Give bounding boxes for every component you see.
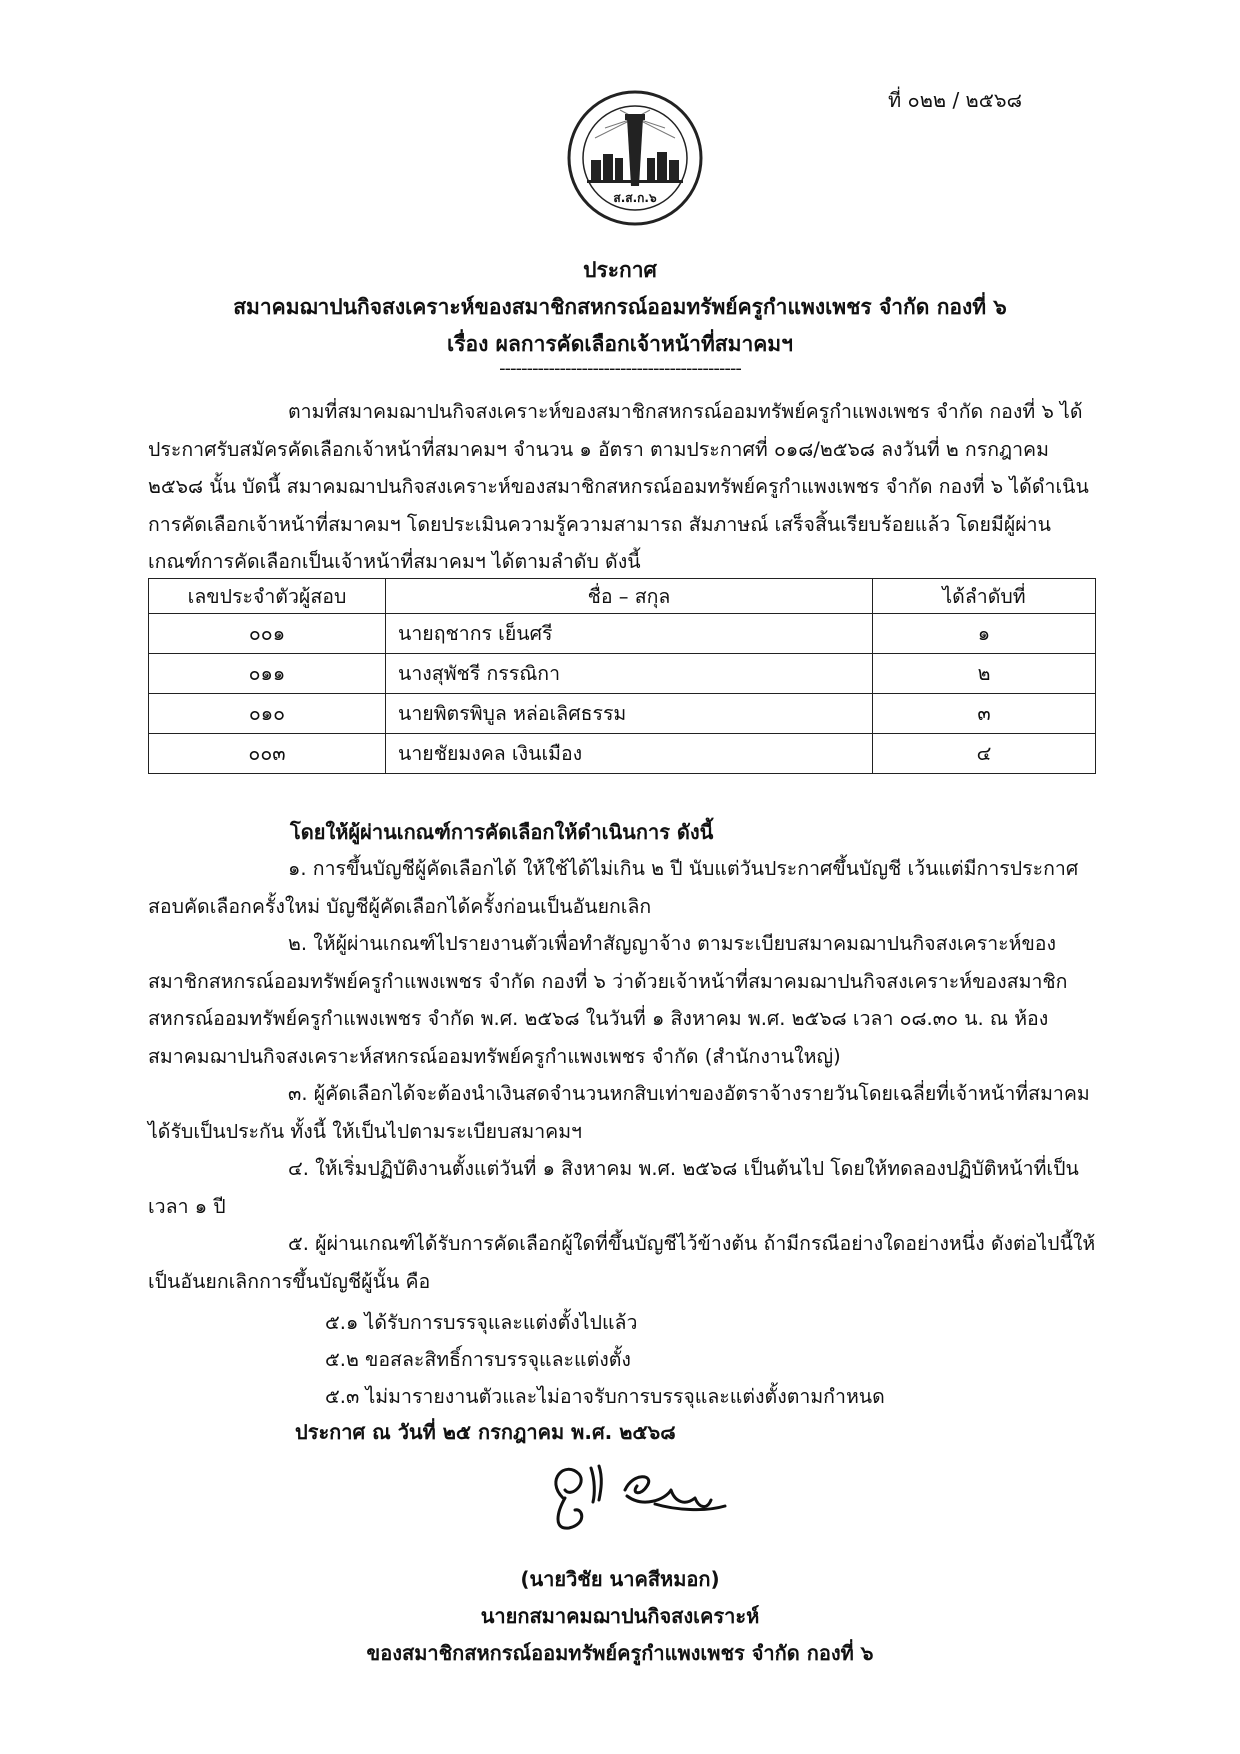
table-row bbox=[149, 734, 1096, 774]
table-row bbox=[149, 614, 1096, 654]
association-name: สมาคมฌาปนกิจสงเคราะห์ของสมาชิกสหกรณ์ออมทรัพย์ครูกำแพงเพชร จำกัด กองที่ ๖ bbox=[233, 295, 1007, 319]
cell-id: ๐๐๓ bbox=[149, 734, 386, 774]
instruction-item-4: ๔. ให้เริ่มปฏิบัติงานตั้งแต่วันที่ ๑ สิงหาคม พ.ศ. ๒๕๖๘ เป็นต้นไป โดยให้ทดลองปฏิบัติหน้าที่เป็นเวลา ๑ ปี bbox=[148, 1157, 1079, 1218]
cell-rank: ๓ bbox=[873, 694, 1096, 734]
logo-abbreviation: ส.ส.ก.๖ bbox=[613, 191, 657, 205]
instruction-item-1: ๑. การขึ้นบัญชีผู้คัดเลือกได้ ให้ใช้ได้ไม่เกิน ๒ ปี นับแต่วันประกาศขึ้นบัญชี เว้นแต่มีการประกาศสอบคัดเลือกครั้งใหม่ บัญชีผู้คัดเลือกได้ครั้งก่อนเป็นอันยกเลิก bbox=[148, 857, 1079, 918]
cell-id: ๐๑๐ bbox=[149, 694, 386, 734]
instructions-heading: โดยให้ผู้ผ่านเกณฑ์การคัดเลือกให้ดำเนินการ ดังนี้ bbox=[290, 820, 714, 844]
instruction-item-2: ๒. ให้ผู้ผ่านเกณฑ์ไปรายงานตัวเพื่อทำสัญญาจ้าง ตามระเบียบสมาคมฌาปนกิจสงเคราะห์ของสมาชิกสหกรณ์ออมทรัพย์ครูกำแพงเพชร จำกัด กองที่ ๖ ว่าด้วยเจ้าหน้าที่สมาคมฌาปนกิจสงเคราะห์ของสมาชิกสหกรณ์ออมทรัพย์ครูกำแพงเพชร จำกัด พ.ศ. ๒๕๖๘ ในวันที่ ๑ สิงหาคม พ.ศ. ๒๕๖๘ เวลา ๐๘.๓๐ น. ณ ห้องสมาคมฌาปนกิจสงเคราะห์สหกรณ์ออมทรัพย์ครูกำแพงเพชร จำกัด (สำนักงานใหญ่) bbox=[148, 932, 1068, 1068]
logo-emblem bbox=[565, 88, 705, 228]
signatory-name: (นายวิชัย นาคสีหมอก) bbox=[520, 1567, 720, 1591]
cell-name: นายชัยมงคล เงินเมือง bbox=[386, 734, 873, 774]
cell-rank: ๑ bbox=[873, 614, 1096, 654]
cell-name: นายพิตรพิบูล หล่อเลิศธรรม bbox=[386, 694, 873, 734]
signatory-position-1: นายกสมาคมฌาปนกิจสงเคราะห์ bbox=[480, 1604, 760, 1628]
cell-id: ๐๑๑ bbox=[149, 654, 386, 694]
table-row bbox=[149, 654, 1096, 694]
announcement-title: ประกาศ bbox=[583, 258, 657, 282]
instruction-item-3: ๓. ผู้คัดเลือกได้จะต้องนำเงินสดจำนวนหกสิบเท่าของอัตราจ้างรายวันโดยเฉลี่ยที่เจ้าหน้าที่สมาคมได้รับเป็นประกัน ทั้งนี้ ให้เป็นไปตามระเบียบสมาคมฯ bbox=[148, 1082, 1090, 1143]
intro-paragraph: ตามที่สมาคมฌาปนกิจสงเคราะห์ของสมาชิกสหกรณ์ออมทรัพย์ครูกำแพงเพชร จำกัด กองที่ ๖ ได้ประกาศรับสมัครคัดเลือกเจ้าหน้าที่สมาคมฯ จำนวน ๑ อัตรา ตามประกาศที่ ๐๑๘/๒๕๖๘ ลงวันที่ ๒ กรกฎาคม ๒๕๖๘ นั้น บัดนี้ สมาคมฌาปนกิจสงเคราะห์ของสมาชิกสหกรณ์ออมทรัพย์ครูกำแพงเพชร จำกัด กองที่ ๖ ได้ดำเนินการคัดเลือกเจ้าหน้าที่สมาคมฯ โดยประเมินความรู้ความสามารถ สัมภาษณ์ เสร็จสิ้นเรียบร้อยแล้ว โดยมีผู้ผ่านเกณฑ์การคัดเลือกเป็นเจ้าหน้าที่สมาคมฯ ได้ตามลำดับ ดังนี้ bbox=[148, 400, 1089, 573]
cell-name: นางสุพัชรี กรรณิกา bbox=[386, 654, 873, 694]
document-number: ที่ ๐๒๒ / ๒๕๖๘ bbox=[887, 88, 1022, 112]
header-divider: -------------------------------------------- bbox=[499, 358, 741, 379]
association-logo bbox=[565, 88, 705, 228]
table-header-row bbox=[149, 579, 1096, 614]
subitem-5-3: ๕.๓ ไม่มารายงานตัวและไม่อาจรับการบรรจุและแต่งตั้งตามกำหนด bbox=[325, 1385, 885, 1408]
subject-line: เรื่อง ผลการคัดเลือกเจ้าหน้าที่สมาคมฯ bbox=[447, 332, 793, 356]
signature-scribble bbox=[535, 1450, 755, 1550]
cell-id: ๐๐๑ bbox=[149, 614, 386, 654]
header-rank: ได้ลำดับที่ bbox=[873, 579, 1096, 614]
header-name: ชื่อ – สกุล bbox=[386, 579, 873, 614]
instruction-item-5: ๕. ผู้ผ่านเกณฑ์ได้รับการคัดเลือกผู้ใดที่ขึ้นบัญชีไว้ข้างต้น ถ้ามีกรณีอย่างใดอย่างหนึ่ง ดังต่อไปนี้ให้เป็นอันยกเลิกการขึ้นบัญชีผู้นั้น คือ bbox=[148, 1232, 1096, 1293]
header-id: เลขประจำตัวผู้สอบ bbox=[149, 579, 386, 614]
announcement-date: ประกาศ ณ วันที่ ๒๕ กรกฎาคม พ.ศ. ๒๕๖๘ bbox=[295, 1420, 676, 1444]
signature bbox=[535, 1450, 755, 1550]
subitem-5-1: ๕.๑ ได้รับการบรรจุและแต่งตั้งไปแล้ว bbox=[325, 1311, 638, 1334]
cell-rank: ๒ bbox=[873, 654, 1096, 694]
results-table bbox=[148, 578, 1096, 774]
table-row bbox=[149, 694, 1096, 734]
cell-rank: ๔ bbox=[873, 734, 1096, 774]
signatory-position-2: ของสมาชิกสหกรณ์ออมทรัพย์ครูกำแพงเพชร จำกัด กองที่ ๖ bbox=[366, 1641, 874, 1665]
subitem-5-2: ๕.๒ ขอสละสิทธิ์การบรรจุและแต่งตั้ง bbox=[325, 1348, 631, 1371]
cell-name: นายฤชากร เย็นศรี bbox=[386, 614, 873, 654]
